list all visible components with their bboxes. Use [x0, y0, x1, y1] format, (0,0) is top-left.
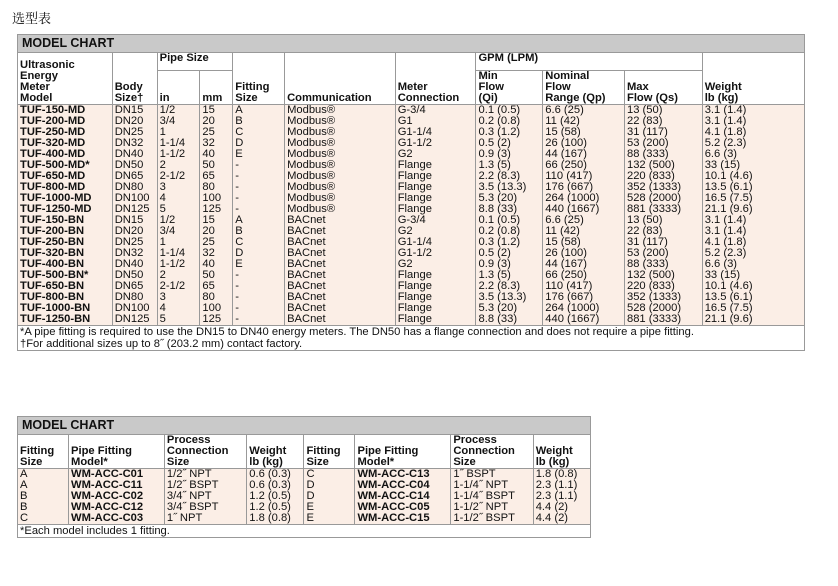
table-cell: 3/4˝ BSPT: [164, 502, 246, 513]
table-cell: Modbus®: [285, 116, 396, 127]
table-cell: -: [233, 314, 285, 326]
table-cell: Flange: [395, 182, 476, 193]
table-cell: 3.1 (1.4): [702, 105, 804, 117]
table-cell: 100: [200, 303, 233, 314]
table-cell: DN50: [112, 270, 157, 281]
table-cell: BACnet: [285, 215, 396, 226]
header-process-connection: Process Connection Size: [451, 435, 533, 469]
table-cell: 32: [200, 248, 233, 259]
table-cell: 264 (1000): [543, 303, 625, 314]
table-cell: TUF-1250-BN: [18, 314, 113, 326]
table-cell: 3.1 (1.4): [702, 215, 804, 226]
table-cell: 1˝ NPT: [164, 513, 246, 525]
table-cell: G2: [395, 259, 476, 270]
table-cell: 26 (100): [543, 248, 625, 259]
header-weight: Weight lb (kg): [533, 435, 590, 469]
table-cell: BACnet: [285, 281, 396, 292]
table-cell: 0.1 (0.5): [476, 105, 543, 117]
table-cell: 6.6 (3): [702, 149, 804, 160]
table-row: [18, 513, 591, 525]
table-cell: TUF-200-MD: [18, 116, 113, 127]
table-cell: 125: [200, 204, 233, 215]
table-cell: 13 (50): [624, 105, 702, 117]
table-cell: 5: [157, 314, 200, 326]
table-cell: G1-1/4: [395, 237, 476, 248]
table-cell: 6.6 (25): [543, 215, 625, 226]
table-cell: 1/2: [157, 215, 200, 226]
table-cell: A: [233, 215, 285, 226]
table-cell: B: [18, 502, 69, 513]
table-cell: D: [304, 480, 355, 491]
table-cell: 0.6 (0.3): [247, 480, 304, 491]
table-cell: DN20: [112, 226, 157, 237]
table-cell: A: [18, 480, 69, 491]
table-cell: 352 (1333): [624, 182, 702, 193]
table-cell: B: [233, 116, 285, 127]
table-cell: Modbus®: [285, 127, 396, 138]
table-cell: Flange: [395, 270, 476, 281]
table-cell: -: [233, 182, 285, 193]
table-cell: TUF-500-MD*: [18, 160, 113, 171]
table-cell: 20: [200, 116, 233, 127]
table-cell: DN80: [112, 292, 157, 303]
table-cell: TUF-150-MD: [18, 105, 113, 117]
table-cell: 13.5 (6.1): [702, 292, 804, 303]
table-cell: 1.8 (0.8): [533, 469, 590, 481]
table-cell: 5.3 (20): [476, 303, 543, 314]
table-cell: 2.2 (8.3): [476, 171, 543, 182]
model-chart-fittings: [17, 416, 591, 538]
table-cell: 16.5 (7.5): [702, 193, 804, 204]
table-cell: -: [233, 171, 285, 182]
table-cell: 110 (417): [543, 171, 625, 182]
table-row: [18, 314, 805, 326]
table-cell: 1.2 (0.5): [247, 491, 304, 502]
table-cell: -: [233, 303, 285, 314]
table-cell: WM-ACC-C11: [69, 480, 165, 491]
table-cell: 15 (58): [543, 237, 625, 248]
table-cell: 66 (250): [543, 270, 625, 281]
table-cell: 528 (2000): [624, 193, 702, 204]
table-cell: TUF-650-BN: [18, 281, 113, 292]
header-pipe-fitting-model: Pipe Fitting Model*: [69, 435, 165, 469]
header-meter-connection: Meter Connection: [395, 53, 476, 105]
table-cell: 88 (333): [624, 149, 702, 160]
header-pipe-mm: mm: [200, 71, 233, 105]
table-cell: DN125: [112, 314, 157, 326]
table-cell: 8.8 (33): [476, 204, 543, 215]
table-cell: WM-ACC-C01: [69, 469, 165, 481]
table-cell: 5.3 (20): [476, 193, 543, 204]
table-cell: E: [233, 149, 285, 160]
table-cell: 3.1 (1.4): [702, 116, 804, 127]
table-cell: G1: [395, 116, 476, 127]
table-cell: 2: [157, 270, 200, 281]
table-cell: 3: [157, 182, 200, 193]
header-pipe-in: in: [157, 71, 200, 105]
table-cell: 31 (117): [624, 127, 702, 138]
table-cell: BACnet: [285, 303, 396, 314]
table-cell: Modbus®: [285, 105, 396, 117]
table-cell: 4.4 (2): [533, 502, 590, 513]
table-cell: 16.5 (7.5): [702, 303, 804, 314]
table-cell: TUF-1000-MD: [18, 193, 113, 204]
table-cell: E: [304, 513, 355, 525]
table-cell: DN65: [112, 281, 157, 292]
table-cell: Modbus®: [285, 171, 396, 182]
table-cell: 0.9 (3): [476, 259, 543, 270]
table-cell: 4.1 (1.8): [702, 237, 804, 248]
table-cell: WM-ACC-C15: [355, 513, 451, 525]
table-cell: WM-ACC-C13: [355, 469, 451, 481]
table-cell: -: [233, 160, 285, 171]
table-cell: C: [233, 237, 285, 248]
table-cell: 33 (15): [702, 270, 804, 281]
table-cell: WM-ACC-C05: [355, 502, 451, 513]
table-cell: 3.5 (13.3): [476, 182, 543, 193]
table-cell: 2-1/2: [157, 281, 200, 292]
table-cell: 1/2˝ BSPT: [164, 480, 246, 491]
table-cell: 22 (83): [624, 116, 702, 127]
table-cell: E: [304, 502, 355, 513]
table-cell: Modbus®: [285, 138, 396, 149]
table-cell: 0.3 (1.2): [476, 127, 543, 138]
header-pipe-size: Pipe Size: [157, 53, 233, 71]
table-cell: A: [233, 105, 285, 117]
table-cell: 80: [200, 182, 233, 193]
table-cell: 11 (42): [543, 116, 625, 127]
table-cell: BACnet: [285, 248, 396, 259]
table-cell: 1.3 (5): [476, 160, 543, 171]
chart1-rows: [18, 105, 805, 326]
table-cell: 8.8 (33): [476, 314, 543, 326]
table-cell: 176 (667): [543, 292, 625, 303]
table-cell: G1-1/2: [395, 138, 476, 149]
table-cell: TUF-400-BN: [18, 259, 113, 270]
table-cell: 5.2 (2.3): [702, 138, 804, 149]
table-cell: 65: [200, 171, 233, 182]
table-cell: 3/4: [157, 116, 200, 127]
header-model: Ultrasonic Energy Meter Model: [18, 53, 113, 105]
table-cell: TUF-320-BN: [18, 248, 113, 259]
table-cell: TUF-150-BN: [18, 215, 113, 226]
table-cell: 1-1/4˝ NPT: [451, 480, 533, 491]
table-cell: DN80: [112, 182, 157, 193]
table-cell: Modbus®: [285, 160, 396, 171]
table-cell: 5: [157, 204, 200, 215]
table-cell: TUF-650-MD: [18, 171, 113, 182]
table-cell: 110 (417): [543, 281, 625, 292]
table-cell: 33 (15): [702, 160, 804, 171]
table-cell: Flange: [395, 171, 476, 182]
chart-title: MODEL CHART: [18, 417, 591, 435]
table-cell: Modbus®: [285, 149, 396, 160]
table-cell: 1˝ BSPT: [451, 469, 533, 481]
table-cell: DN40: [112, 149, 157, 160]
table-cell: WM-ACC-C04: [355, 480, 451, 491]
table-cell: 21.1 (9.6): [702, 204, 804, 215]
table-cell: Flange: [395, 292, 476, 303]
table-cell: 40: [200, 149, 233, 160]
table-cell: D: [304, 491, 355, 502]
table-cell: 3/4˝ NPT: [164, 491, 246, 502]
table-cell: 220 (833): [624, 281, 702, 292]
table-cell: 352 (1333): [624, 292, 702, 303]
table-cell: G-3/4: [395, 215, 476, 226]
table-cell: -: [233, 204, 285, 215]
table-cell: BACnet: [285, 292, 396, 303]
table-cell: DN25: [112, 237, 157, 248]
table-cell: 6.6 (25): [543, 105, 625, 117]
table-cell: 264 (1000): [543, 193, 625, 204]
table-cell: G2: [395, 226, 476, 237]
table-cell: 53 (200): [624, 248, 702, 259]
chart2-rows: [18, 469, 591, 525]
table-cell: D: [233, 138, 285, 149]
table-cell: -: [233, 193, 285, 204]
table-cell: 3.1 (1.4): [702, 226, 804, 237]
table-cell: DN32: [112, 138, 157, 149]
table-cell: TUF-200-BN: [18, 226, 113, 237]
table-cell: 0.2 (0.8): [476, 226, 543, 237]
table-cell: D: [233, 248, 285, 259]
table-cell: E: [233, 259, 285, 270]
table-cell: 15: [200, 105, 233, 117]
table-cell: BACnet: [285, 237, 396, 248]
table-cell: TUF-250-MD: [18, 127, 113, 138]
table-cell: Flange: [395, 204, 476, 215]
table-cell: 88 (333): [624, 259, 702, 270]
table-cell: 1-1/2: [157, 259, 200, 270]
table-cell: DN100: [112, 303, 157, 314]
table-cell: DN15: [112, 215, 157, 226]
header-weight: Weight lb (kg): [247, 435, 304, 469]
header-fitting-size: Fitting Size: [233, 53, 285, 105]
table-cell: Flange: [395, 160, 476, 171]
table-cell: 15 (58): [543, 127, 625, 138]
table-cell: 2-1/2: [157, 171, 200, 182]
table-cell: 15: [200, 215, 233, 226]
table-cell: TUF-1000-BN: [18, 303, 113, 314]
table-cell: 3/4: [157, 226, 200, 237]
table-cell: WM-ACC-C12: [69, 502, 165, 513]
header-max-flow: Max Flow (Qs): [624, 71, 702, 105]
table-cell: TUF-400-MD: [18, 149, 113, 160]
table-cell: WM-ACC-C03: [69, 513, 165, 525]
table-cell: TUF-320-MD: [18, 138, 113, 149]
table-cell: -: [233, 292, 285, 303]
header-fitting-size: Fitting Size: [304, 435, 355, 469]
table-cell: 3: [157, 292, 200, 303]
table-cell: G2: [395, 149, 476, 160]
table-cell: G1-1/4: [395, 127, 476, 138]
table-cell: 3.5 (13.3): [476, 292, 543, 303]
table-cell: DN40: [112, 259, 157, 270]
table-cell: 1: [157, 237, 200, 248]
header-weight: Weight lb (kg): [702, 53, 804, 105]
table-cell: DN125: [112, 204, 157, 215]
table-cell: 4: [157, 303, 200, 314]
table-cell: 20: [200, 226, 233, 237]
table-cell: DN15: [112, 105, 157, 117]
table-cell: 44 (167): [543, 259, 625, 270]
table-cell: 1: [157, 127, 200, 138]
table-cell: 2.3 (1.1): [533, 491, 590, 502]
table-cell: 881 (3333): [624, 204, 702, 215]
table-cell: 5.2 (2.3): [702, 248, 804, 259]
table-cell: 2.3 (1.1): [533, 480, 590, 491]
table-cell: 0.3 (1.2): [476, 237, 543, 248]
table-cell: -: [233, 270, 285, 281]
table-cell: 22 (83): [624, 226, 702, 237]
table-cell: 881 (3333): [624, 314, 702, 326]
table-cell: 1/2˝ NPT: [164, 469, 246, 481]
table-cell: 4.4 (2): [533, 513, 590, 525]
table-cell: 440 (1667): [543, 204, 625, 215]
table-cell: 0.9 (3): [476, 149, 543, 160]
table-cell: 220 (833): [624, 171, 702, 182]
table-cell: G-3/4: [395, 105, 476, 117]
table-cell: 1.2 (0.5): [247, 502, 304, 513]
header-fitting-size: Fitting Size: [18, 435, 69, 469]
table-cell: B: [18, 491, 69, 502]
table-cell: TUF-250-BN: [18, 237, 113, 248]
table-cell: 66 (250): [543, 160, 625, 171]
table-cell: 440 (1667): [543, 314, 625, 326]
table-cell: 176 (667): [543, 182, 625, 193]
table-cell: 31 (117): [624, 237, 702, 248]
table-cell: 1.8 (0.8): [247, 513, 304, 525]
table-cell: DN32: [112, 248, 157, 259]
table-cell: TUF-500-BN*: [18, 270, 113, 281]
table-cell: 132 (500): [624, 160, 702, 171]
table-cell: Modbus®: [285, 193, 396, 204]
table-cell: C: [233, 127, 285, 138]
table-cell: 0.5 (2): [476, 138, 543, 149]
table-cell: Modbus®: [285, 182, 396, 193]
table-cell: 100: [200, 193, 233, 204]
chart-title: MODEL CHART: [18, 35, 805, 53]
table-cell: 13.5 (6.1): [702, 182, 804, 193]
table-cell: G1-1/2: [395, 248, 476, 259]
table-cell: 1-1/4: [157, 248, 200, 259]
table-cell: 50: [200, 160, 233, 171]
table-cell: DN20: [112, 116, 157, 127]
table-cell: 13 (50): [624, 215, 702, 226]
table-cell: 1-1/4˝ BSPT: [451, 491, 533, 502]
table-cell: 6.6 (3): [702, 259, 804, 270]
table-cell: 25: [200, 127, 233, 138]
table-cell: C: [18, 513, 69, 525]
table-cell: 1.3 (5): [476, 270, 543, 281]
table-cell: B: [233, 226, 285, 237]
table-cell: DN50: [112, 160, 157, 171]
table-cell: Modbus®: [285, 204, 396, 215]
table-cell: 53 (200): [624, 138, 702, 149]
table-cell: 0.6 (0.3): [247, 469, 304, 481]
footnote: *A pipe fitting is required to use the DN15 to DN40 energy meters. The DN50 has a flange connection and does not require a pipe fitting. †For additional sizes up to 8˝ (203.2 mm) contact factory.: [18, 326, 805, 351]
header-communication: Communication: [285, 53, 396, 105]
table-cell: 2.2 (8.3): [476, 281, 543, 292]
table-cell: WM-ACC-C14: [355, 491, 451, 502]
table-cell: 1-1/2˝ NPT: [451, 502, 533, 513]
table-cell: Flange: [395, 193, 476, 204]
table-cell: 0.2 (0.8): [476, 116, 543, 127]
table-cell: DN65: [112, 171, 157, 182]
table-cell: 1-1/4: [157, 138, 200, 149]
table-cell: 25: [200, 237, 233, 248]
table-cell: Flange: [395, 281, 476, 292]
table-cell: C: [304, 469, 355, 481]
table-cell: 40: [200, 259, 233, 270]
table-cell: TUF-800-BN: [18, 292, 113, 303]
table-cell: 125: [200, 314, 233, 326]
header-min-flow: Min Flow (Qi): [476, 71, 543, 105]
table-cell: 10.1 (4.6): [702, 171, 804, 182]
header-gpm: GPM (LPM): [476, 53, 702, 71]
table-cell: 1-1/2: [157, 149, 200, 160]
table-cell: 80: [200, 292, 233, 303]
table-cell: 44 (167): [543, 149, 625, 160]
table-cell: 0.1 (0.5): [476, 215, 543, 226]
table-cell: DN25: [112, 127, 157, 138]
table-cell: 4: [157, 193, 200, 204]
header-process-connection: Process Connection Size: [164, 435, 246, 469]
footnote: *Each model includes 1 fitting.: [18, 525, 591, 538]
header-nominal-flow: Nominal Flow Range (Qp): [543, 71, 625, 105]
table-cell: TUF-800-MD: [18, 182, 113, 193]
table-cell: 1/2: [157, 105, 200, 117]
table-cell: 2: [157, 160, 200, 171]
table-cell: 4.1 (1.8): [702, 127, 804, 138]
table-cell: 32: [200, 138, 233, 149]
table-cell: 65: [200, 281, 233, 292]
header-body-size: Body Size†: [112, 53, 157, 105]
table-cell: 10.1 (4.6): [702, 281, 804, 292]
table-cell: BACnet: [285, 314, 396, 326]
table-cell: 11 (42): [543, 226, 625, 237]
page-label: 选型表: [12, 12, 52, 27]
table-cell: 0.5 (2): [476, 248, 543, 259]
table-cell: -: [233, 281, 285, 292]
table-cell: Flange: [395, 303, 476, 314]
table-cell: 1-1/2˝ BSPT: [451, 513, 533, 525]
table-cell: BACnet: [285, 259, 396, 270]
table-cell: 132 (500): [624, 270, 702, 281]
table-cell: A: [18, 469, 69, 481]
model-chart-meters: [17, 34, 805, 351]
table-cell: WM-ACC-C02: [69, 491, 165, 502]
table-cell: 26 (100): [543, 138, 625, 149]
table-cell: DN100: [112, 193, 157, 204]
table-cell: BACnet: [285, 226, 396, 237]
table-cell: 50: [200, 270, 233, 281]
table-cell: Flange: [395, 314, 476, 326]
header-pipe-fitting-model: Pipe Fitting Model*: [355, 435, 451, 469]
table-cell: 21.1 (9.6): [702, 314, 804, 326]
table-cell: 528 (2000): [624, 303, 702, 314]
table-cell: TUF-1250-MD: [18, 204, 113, 215]
table-cell: BACnet: [285, 270, 396, 281]
